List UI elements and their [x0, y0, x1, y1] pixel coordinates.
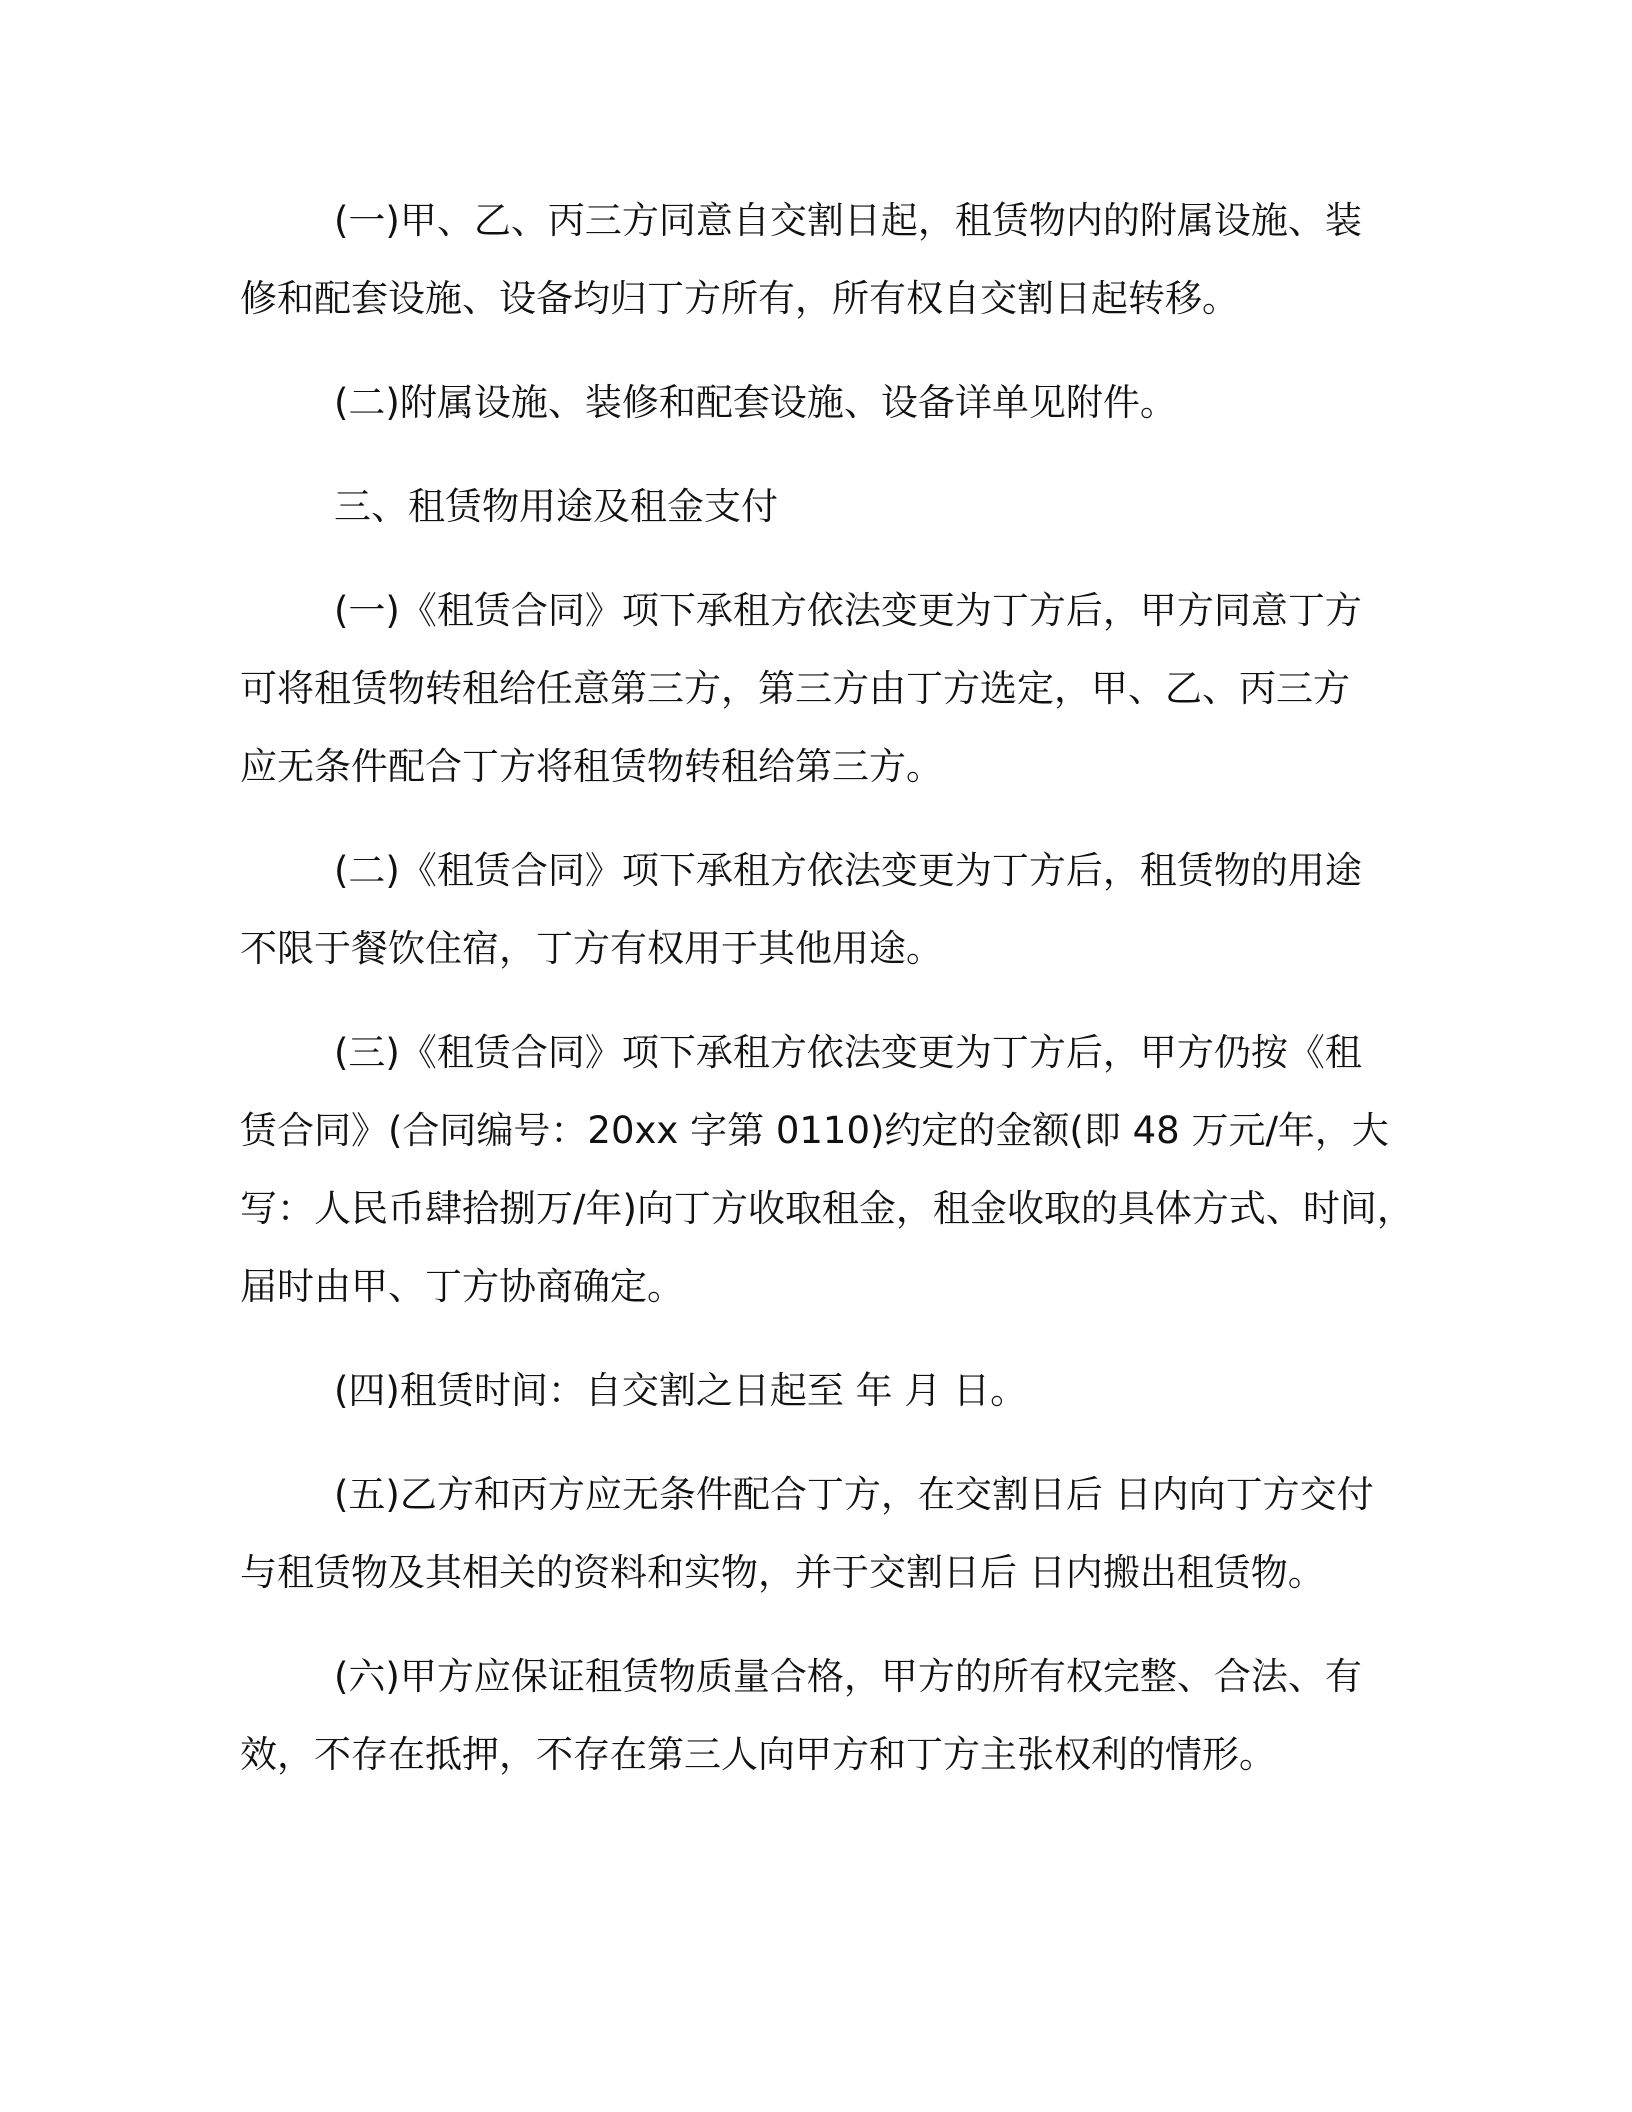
paragraph-line: 不限于餐饮住宿，丁方有权用于其他用途。 — [240, 927, 943, 970]
paragraph-line: (一)甲、乙、丙三方同意自交割日起，租赁物内的附属设施、装 — [334, 199, 1362, 242]
paragraph-1 — [240, 182, 1400, 338]
paragraph-3 — [240, 572, 1400, 806]
heading-line: 三、租赁物用途及租金支付 — [334, 485, 778, 528]
paragraph-line: (五)乙方和丙方应无条件配合丁方，在交割日后 日内向丁方交付 — [334, 1473, 1374, 1516]
paragraph-7 — [240, 1456, 1400, 1612]
paragraph-line: 写：人民币肆拾捌万/年)向丁方收取租金，租金收取的具体方式、时间， — [240, 1187, 1414, 1230]
document-body — [240, 182, 1414, 1820]
paragraph-line: 赁合同》(合同编号：20xx 字第 0110)约定的金额(即 48 万元/年，大 — [240, 1109, 1389, 1152]
paragraph-line: (一)《租赁合同》项下承租方依法变更为丁方后，甲方同意丁方 — [334, 589, 1362, 632]
paragraph-8 — [240, 1638, 1400, 1794]
paragraph-line: (二)附属设施、装修和配套设施、设备详单见附件。 — [334, 381, 1177, 424]
paragraph-line: (二)《租赁合同》项下承租方依法变更为丁方后，租赁物的用途 — [334, 849, 1362, 892]
paragraph-line: 与租赁物及其相关的资料和实物，并于交割日后 日内搬出租赁物。 — [240, 1551, 1325, 1594]
paragraph-5 — [240, 1014, 1414, 1326]
paragraph-line: 修和配套设施、设备均归丁方所有，所有权自交割日起转移。 — [240, 277, 1239, 320]
paragraph-6 — [240, 1352, 1400, 1430]
paragraph-4 — [240, 832, 1400, 988]
paragraph-line: (三)《租赁合同》项下承租方依法变更为丁方后，甲方仍按《租 — [334, 1031, 1362, 1074]
paragraph-2 — [240, 364, 1400, 442]
section-heading — [240, 468, 1400, 546]
paragraph-line: 可将租赁物转租给任意第三方，第三方由丁方选定，甲、乙、丙三方 — [240, 667, 1350, 710]
paragraph-line: (四)租赁时间：自交割之日起至 年 月 日。 — [334, 1369, 1028, 1412]
paragraph-line: 届时由甲、丁方协商确定。 — [240, 1265, 684, 1308]
paragraph-line: 效，不存在抵押，不存在第三人向甲方和丁方主张权利的情形。 — [240, 1733, 1276, 1776]
paragraph-line: (六)甲方应保证租赁物质量合格，甲方的所有权完整、合法、有 — [334, 1655, 1362, 1698]
paragraph-line: 应无条件配合丁方将租赁物转租给第三方。 — [240, 745, 943, 788]
